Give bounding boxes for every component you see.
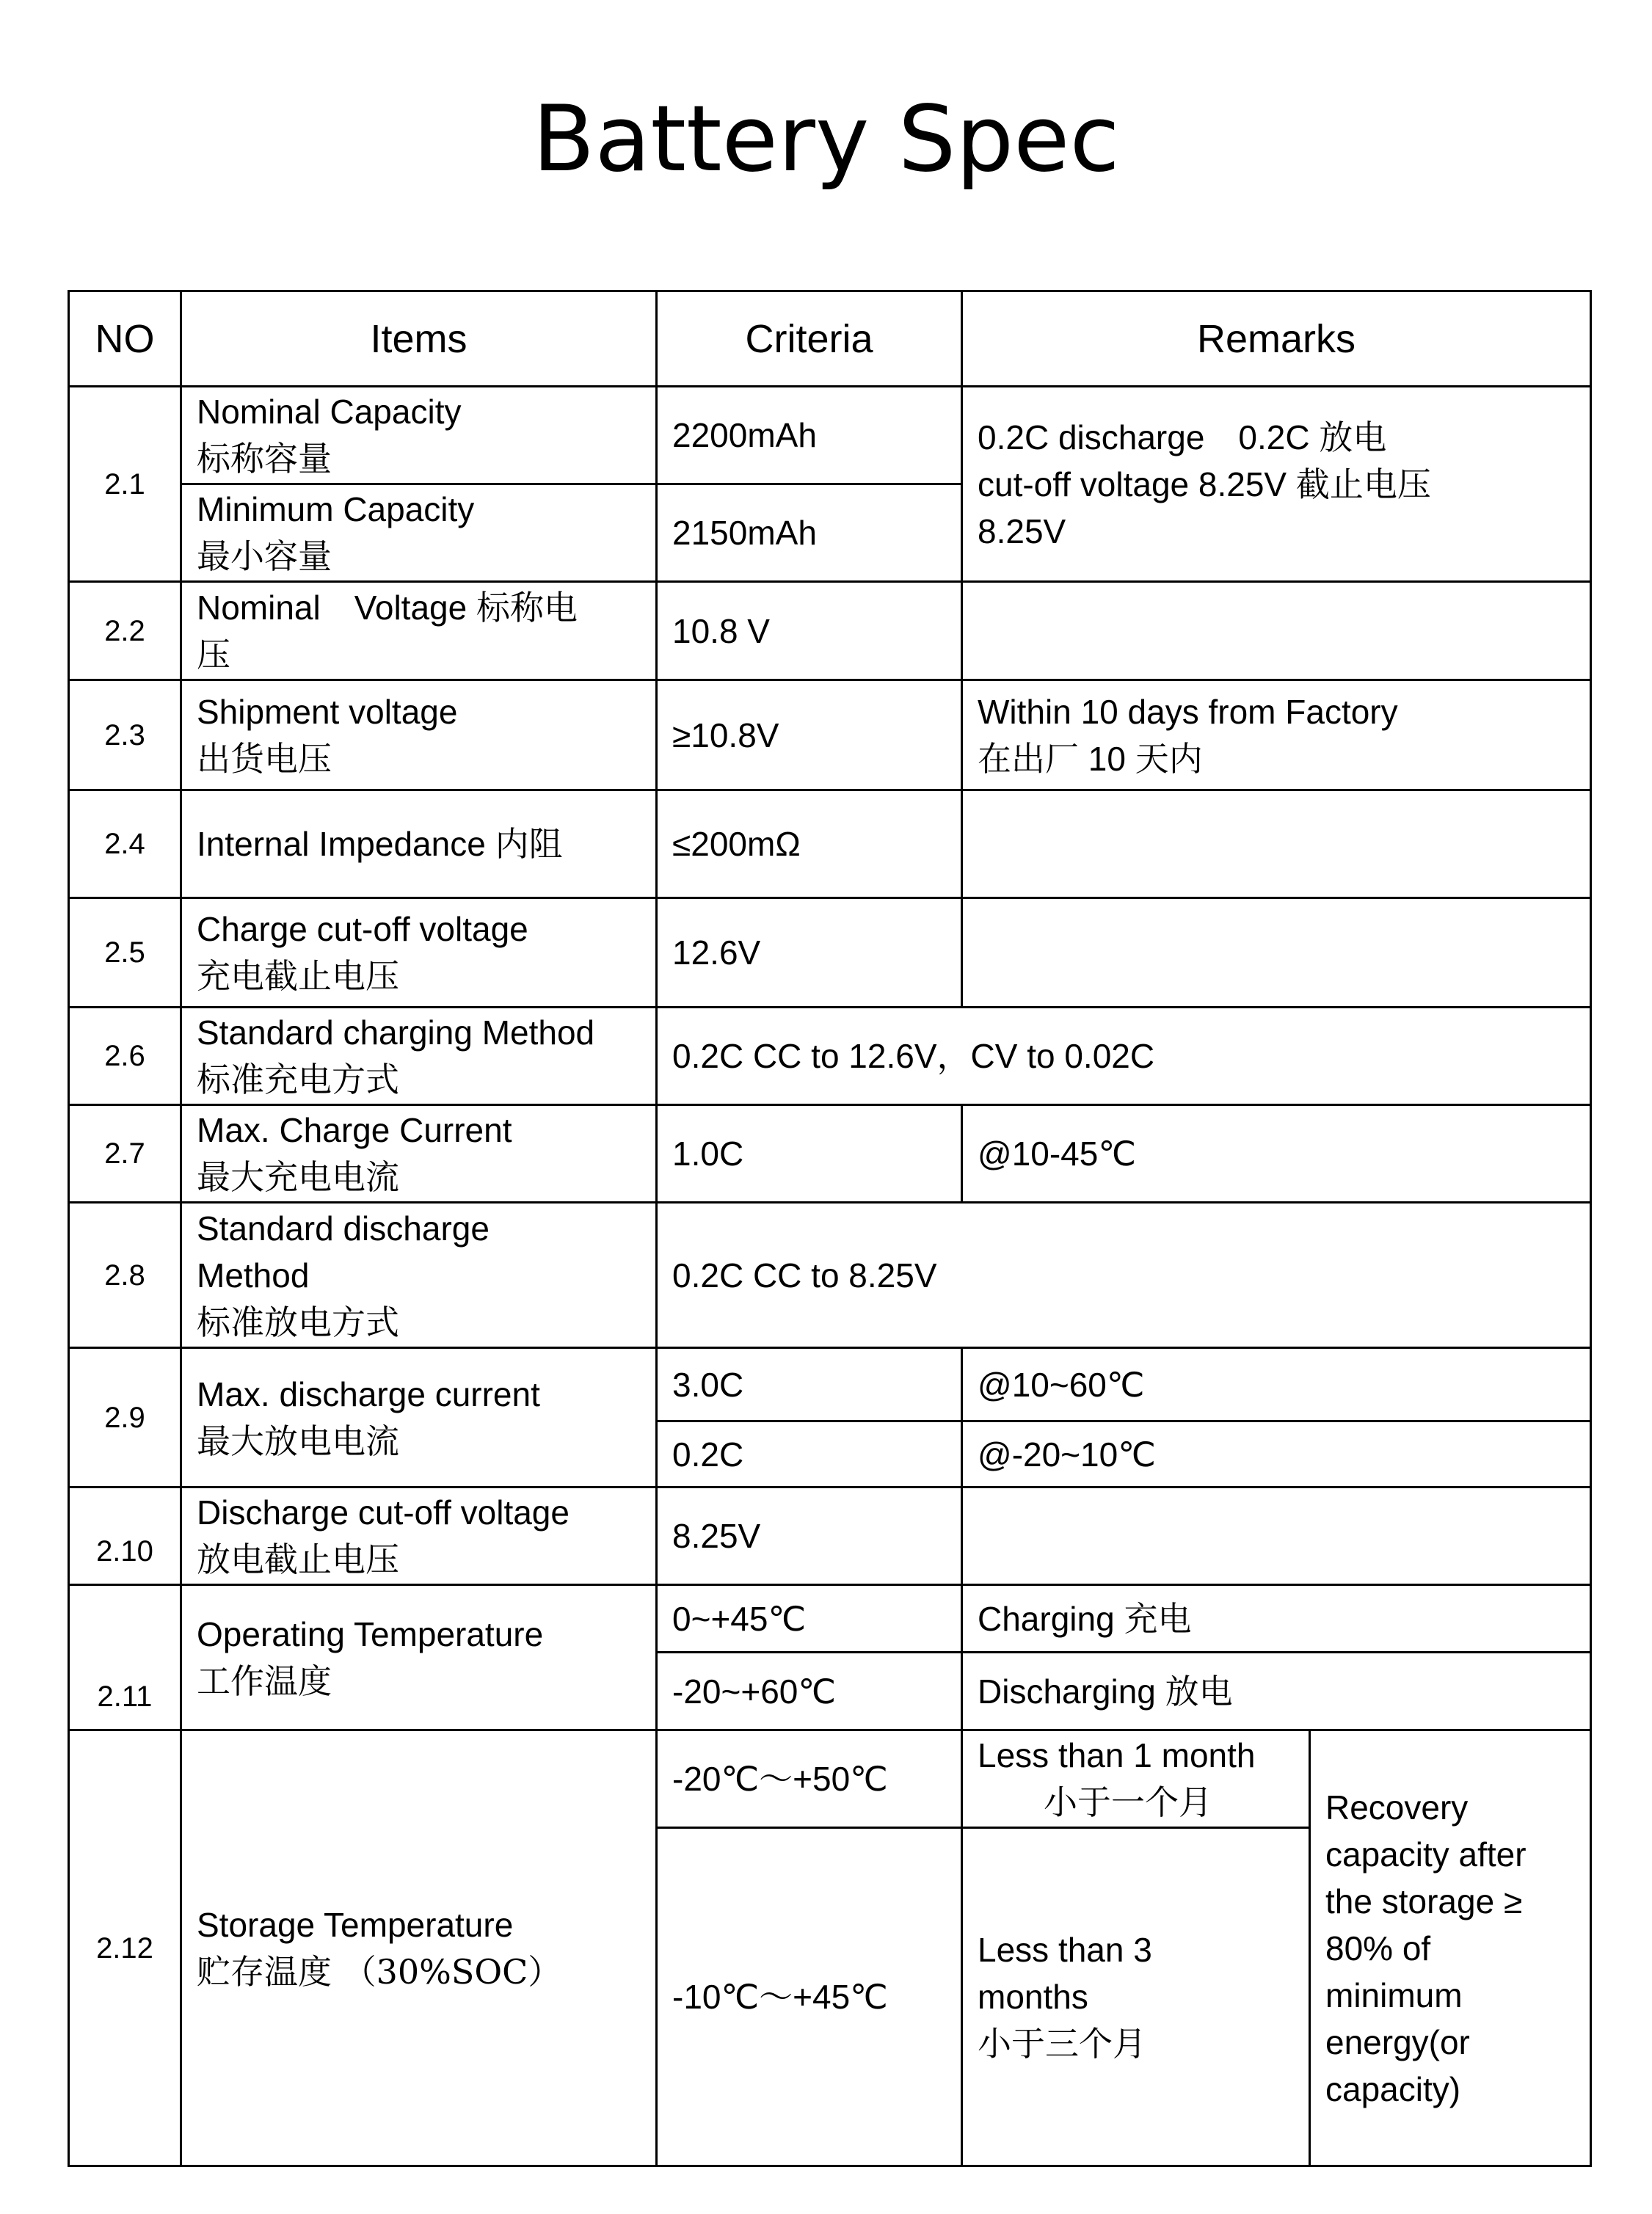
item-label-cn: 贮存温度 （30%SOC） [197,1951,562,1992]
criteria-cell: 0.2C CC to 12.6V，CV to 0.02C [657,1008,1591,1105]
item-label-en: Method [197,1256,310,1294]
recovery-line: Recovery [1325,1788,1469,1827]
remarks-line: 0.2C discharge 0.2C 放电 [978,418,1387,456]
item-cell [181,1730,657,2166]
remarks-line: cut-off voltage 8.25V 截止电压 [978,465,1431,503]
row-number: 2.8 [69,1203,181,1348]
row-number: 2.6 [69,1008,181,1105]
row-number: 2.2 [69,582,181,680]
criteria-cell: ≥10.8V [657,680,962,790]
item-label-en: Discharge cut-off voltage [197,1493,570,1532]
table-row [69,1203,1591,1348]
item-cell [181,387,657,484]
item-label-cn: 充电截止电压 [197,956,399,996]
remarks-line: Within 10 days from Factory [978,692,1398,731]
header-row [69,291,1591,387]
criteria-cell: -20℃～+50℃ [657,1730,962,1828]
item-cell [181,898,657,1008]
remarks-cell: @10~60℃ [962,1348,1591,1421]
criteria-cell: ≤200mΩ [657,790,962,898]
item-cell [181,1105,657,1203]
item-cell [181,1487,657,1585]
recovery-line: 80% of [1325,1929,1431,1967]
table-row [69,680,1591,790]
item-label-cn: 最大充电电流 [197,1157,399,1197]
criteria-cell: -10℃～+45℃ [657,1828,962,2166]
item-label-en: Standard charging Method [197,1013,595,1052]
table-row [69,1487,1591,1585]
row-number: 2.10 [69,1487,181,1585]
criteria-cell: 0.2C [657,1421,962,1487]
recovery-line: energy(or [1325,2022,1470,2061]
table-row [69,582,1591,680]
item-cell [181,582,657,680]
remarks-cell [962,1487,1591,1585]
criteria-cell: 2150mAh [657,484,962,582]
item-cell [181,484,657,582]
header-items: Items [181,291,657,387]
recovery-line: capacity) [1325,2069,1461,2108]
item-label-en: Storage Temperature [197,1905,514,1944]
table-row [69,1730,1591,1828]
item-cell [181,1585,657,1730]
item-label-cn: 标准放电方式 [197,1302,399,1342]
remarks-cell: Discharging 放电 [962,1653,1591,1730]
remarks-cell: @-20~10℃ [962,1421,1591,1487]
remarks-line: 小于三个月 [978,2024,1146,2064]
table-row [69,898,1591,1008]
remarks-cell [962,582,1591,680]
item-label-en: Max. Charge Current [197,1111,512,1149]
item-label-en: Minimum Capacity [197,490,475,528]
remarks-cell [962,680,1591,790]
remarks-line: 8.25V [978,511,1066,550]
item-label-en: Nominal Capacity [197,393,462,431]
item-label-en: Shipment voltage [197,692,458,731]
remarks-line: Less than 3 [978,1931,1152,1969]
criteria-cell: 12.6V [657,898,962,1008]
item-label-en: Charge cut-off voltage [197,910,528,948]
table-row [69,1105,1591,1203]
criteria-cell: 3.0C [657,1348,962,1421]
recovery-line: minimum [1325,1976,1463,2014]
page-title: Battery Spec [532,87,1120,192]
row-number: 2.4 [69,790,181,898]
criteria-cell: -20~+60℃ [657,1653,962,1730]
battery-spec-table [68,290,1592,2167]
item-label-cn: 标称容量 [197,439,332,478]
row-number: 2.11 [69,1585,181,1730]
row-number: 2.3 [69,680,181,790]
item-cell [181,1008,657,1105]
row-number: 2.5 [69,898,181,1008]
item-label-en: Operating Temperature [197,1614,544,1653]
item-cell [181,680,657,790]
table-row [69,1008,1591,1105]
remarks-cell [962,1828,1310,2166]
remarks-cell [962,387,1591,582]
item-label-en: Max. discharge current [197,1374,540,1413]
row-number: 2.7 [69,1105,181,1203]
header-remarks: Remarks [962,291,1591,387]
row-number: 2.1 [69,387,181,582]
remarks-line: 小于一个月 [1044,1783,1212,1822]
recovery-line: capacity after [1325,1835,1527,1873]
item-label-en: Standard discharge [197,1209,490,1248]
item-label-cn: 最大放电电流 [197,1421,399,1461]
recovery-line: the storage ≥ [1325,1882,1523,1920]
item-cell [181,1348,657,1487]
row-number: 2.12 [69,1730,181,2166]
criteria-cell: 1.0C [657,1105,962,1203]
item-label-cn: 出货电压 [197,738,332,779]
remarks-line: Less than 1 month [978,1736,1256,1774]
criteria-cell: 0.2C CC to 8.25V [657,1203,1591,1348]
remarks-cell [962,898,1591,1008]
table-row [69,387,1591,484]
table-row [69,790,1591,898]
criteria-cell: 0~+45℃ [657,1585,962,1653]
remarks-cell: Charging 充电 [962,1585,1591,1653]
item-label-cn: 最小容量 [197,536,332,576]
remarks-cell: @10-45℃ [962,1105,1591,1203]
item-label-cn: 工作温度 [197,1661,332,1701]
table-row [69,1585,1591,1653]
remarks-line: 在出厂 10 天内 [978,739,1203,778]
item-cell [181,1203,657,1348]
criteria-cell: 8.25V [657,1487,962,1585]
item-label: Nominal Voltage 标称电 [197,588,578,627]
header-criteria: Criteria [657,291,962,387]
criteria-cell: 2200mAh [657,387,962,484]
remarks-cell [962,1730,1310,1828]
item-label-cn: 压 [197,634,230,674]
criteria-cell: 10.8 V [657,582,962,680]
header-no: NO [69,291,181,387]
remarks-line: months [978,1978,1088,2016]
item-cell: Internal Impedance 内阻 [181,790,657,898]
row-number: 2.9 [69,1348,181,1487]
remarks-cell [962,790,1591,898]
item-label-cn: 放电截止电压 [197,1540,399,1579]
item-label-cn: 标准充电方式 [197,1060,399,1099]
table-row [69,1348,1591,1421]
recovery-note-cell [1310,1730,1591,2166]
